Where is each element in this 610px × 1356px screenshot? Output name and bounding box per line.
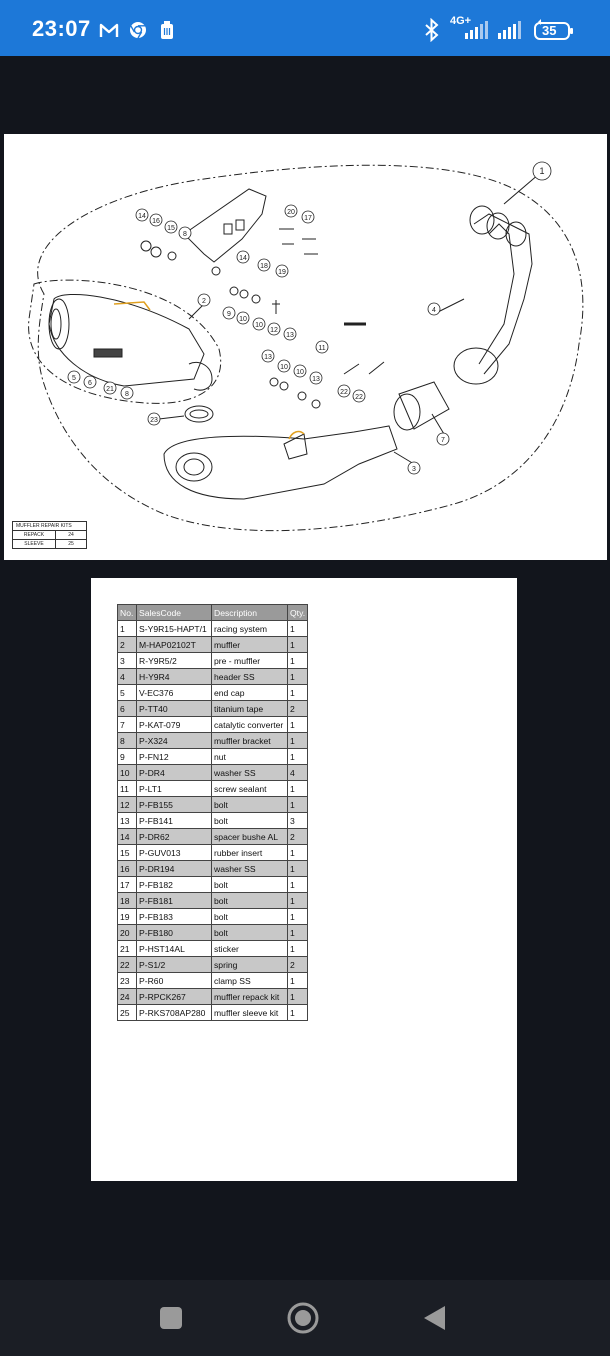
svg-text:7: 7 [441,437,445,444]
cell-no: 17 [118,877,137,893]
cell-salescode: H-Y9R4 [137,669,212,685]
callout-11 [316,341,328,353]
callout-1 [533,162,551,180]
svg-text:22: 22 [355,394,363,401]
repair-kits-title: MUFFLER REPAIR KITS [13,522,87,531]
svg-text:12: 12 [270,327,278,334]
cell-salescode: P-FB180 [137,925,212,941]
cell-qty: 1 [288,989,308,1005]
cell-qty: 1 [288,653,308,669]
cell-salescode: P-FB182 [137,877,212,893]
cell-qty: 1 [288,877,308,893]
cell-no: 10 [118,765,137,781]
svg-text:14: 14 [239,255,247,262]
cell-no: 18 [118,893,137,909]
cell-no: 8 [118,733,137,749]
svg-text:3: 3 [412,466,416,473]
cell-no: 15 [118,845,137,861]
cell-salescode: V-EC376 [137,685,212,701]
table-row [118,797,308,813]
back-button[interactable] [415,1298,455,1338]
cell-description: bolt [212,909,288,925]
cell-qty: 1 [288,893,308,909]
svg-text:8: 8 [183,231,187,238]
network-type-label: 4G+ [450,15,472,27]
cell-description: bolt [212,877,288,893]
svg-text:4: 4 [432,307,436,314]
cell-salescode: P-DR62 [137,829,212,845]
repair-kit-number: 24 [56,531,87,540]
home-icon [283,1298,323,1338]
cell-qty: 1 [288,1005,308,1021]
cell-salescode: P-LT1 [137,781,212,797]
table-row [118,893,308,909]
callout-14a [136,209,148,221]
cell-salescode: P-RKS708AP280 [137,1005,212,1021]
cell-description: titanium tape [212,701,288,717]
table-row [118,765,308,781]
table-row [118,941,308,957]
cell-qty: 1 [288,861,308,877]
cell-qty: 1 [288,621,308,637]
table-row [118,813,308,829]
callout-10a [237,312,249,324]
table-row [118,621,308,637]
svg-text:11: 11 [318,345,326,352]
cell-description: clamp SS [212,973,288,989]
table-row [118,829,308,845]
callout-18 [258,259,270,271]
cell-no: 11 [118,781,137,797]
table-row [118,749,308,765]
cell-description: muffler [212,637,288,653]
status-bar [0,0,610,56]
callout-15 [165,221,177,233]
cell-qty: 1 [288,685,308,701]
cell-description: muffler sleeve kit [212,1005,288,1021]
table-row [118,845,308,861]
cell-no: 24 [118,989,137,1005]
cell-description: bolt [212,797,288,813]
cell-description: racing system [212,621,288,637]
callout-10d [294,365,306,377]
header-qty: Qty. [288,605,308,621]
cell-description: catalytic converter [212,717,288,733]
callout-14b [237,251,249,263]
cell-salescode: P-X324 [137,733,212,749]
cell-qty: 3 [288,813,308,829]
svg-text:23: 23 [150,417,158,424]
cell-qty: 1 [288,797,308,813]
callout-9 [223,307,235,319]
callout-13c [310,372,322,384]
cell-qty: 4 [288,765,308,781]
gmail-icon [99,22,119,38]
cell-salescode: P-FB155 [137,797,212,813]
svg-text:10: 10 [280,364,288,371]
cell-salescode: P-FN12 [137,749,212,765]
parts-table-body [118,621,308,1021]
svg-text:20: 20 [287,209,295,216]
cell-salescode: P-DR4 [137,765,212,781]
svg-text:10: 10 [239,316,247,323]
cell-qty: 1 [288,669,308,685]
signal-icon [451,20,491,40]
table-row [118,653,308,669]
callout-21 [104,382,116,394]
svg-text:9: 9 [227,311,231,318]
svg-text:1: 1 [539,166,545,176]
svg-text:22: 22 [340,389,348,396]
callout-8a [179,227,191,239]
repair-kit-label: SLEEVE [13,540,56,549]
muffler-repair-kits-table [12,521,87,549]
cell-qty: 1 [288,973,308,989]
cell-no: 3 [118,653,137,669]
table-row [118,925,308,941]
cell-description: screw sealant [212,781,288,797]
callout-12 [268,323,280,335]
parts-table [117,604,308,1021]
cell-qty: 1 [288,733,308,749]
recents-icon [151,1298,191,1338]
header-description: Description [212,605,288,621]
cell-salescode: M-HAP02102T [137,637,212,653]
callout-5 [68,371,80,383]
cell-salescode: P-HST14AL [137,941,212,957]
navigation-bar [0,1280,610,1356]
cell-salescode: P-RPCK267 [137,989,212,1005]
exhaust-exploded-diagram [4,134,607,560]
cell-qty: 2 [288,829,308,845]
callout-8b [121,387,133,399]
header-salescode: SalesCode [137,605,212,621]
table-row [118,781,308,797]
cell-description: washer SS [212,861,288,877]
chrome-icon [129,21,147,39]
cell-no: 16 [118,861,137,877]
table-row [118,733,308,749]
cell-no: 4 [118,669,137,685]
cell-no: 12 [118,797,137,813]
cell-salescode: P-FB183 [137,909,212,925]
svg-text:2: 2 [202,298,206,305]
table-row [118,1005,308,1021]
table-row [118,669,308,685]
home-button[interactable] [283,1298,323,1338]
cell-qty: 1 [288,941,308,957]
svg-text:21: 21 [106,386,114,393]
callout-22a [338,385,350,397]
cell-no: 19 [118,909,137,925]
cell-no: 21 [118,941,137,957]
cell-no: 1 [118,621,137,637]
cell-description: sticker [212,941,288,957]
cell-description: washer SS [212,765,288,781]
cell-description: spring [212,957,288,973]
cell-no: 23 [118,973,137,989]
callout-4 [428,303,440,315]
callout-16 [150,214,162,226]
cell-no: 13 [118,813,137,829]
storage-icon [159,20,175,40]
cell-salescode: P-KAT-079 [137,717,212,733]
back-icon [415,1298,455,1338]
callout-10b [253,318,265,330]
cell-salescode: P-DR194 [137,861,212,877]
cell-no: 5 [118,685,137,701]
svg-text:8: 8 [125,391,129,398]
svg-text:18: 18 [260,263,268,270]
cell-description: spacer bushe AL [212,829,288,845]
callout-7 [437,433,449,445]
callout-19 [276,265,288,277]
svg-text:15: 15 [167,225,175,232]
cell-description: bolt [212,925,288,941]
table-row [118,717,308,733]
cell-no: 7 [118,717,137,733]
table-row [118,909,308,925]
repair-kit-label: REPACK [13,531,56,540]
cell-salescode: P-S1/2 [137,957,212,973]
cell-no: 14 [118,829,137,845]
svg-text:14: 14 [138,213,146,220]
cell-description: muffler repack kit [212,989,288,1005]
cell-description: end cap [212,685,288,701]
table-row [118,637,308,653]
callout-20 [285,205,297,217]
cell-qty: 1 [288,717,308,733]
battery-level: 35 [542,23,557,38]
callout-13b [262,350,274,362]
cell-description: muffler bracket [212,733,288,749]
table-row [118,701,308,717]
cell-description: bolt [212,813,288,829]
callout-22b [353,390,365,402]
table-row [118,877,308,893]
table-row [118,973,308,989]
header-no: No. [118,605,137,621]
cell-description: nut [212,749,288,765]
cell-description: header SS [212,669,288,685]
cell-qty: 2 [288,957,308,973]
callout-10c [278,360,290,372]
svg-text:17: 17 [304,215,312,222]
svg-text:13: 13 [286,332,294,339]
cell-no: 2 [118,637,137,653]
svg-text:10: 10 [296,369,304,376]
repair-kit-number: 25 [56,540,87,549]
table-row [118,957,308,973]
svg-text:13: 13 [264,354,272,361]
cell-salescode: S-Y9R15-HAPT/1 [137,621,212,637]
cell-salescode: R-Y9R5/2 [137,653,212,669]
svg-text:19: 19 [278,269,286,276]
callout-6 [84,376,96,388]
svg-text:10: 10 [255,322,263,329]
signal-icon-2 [496,20,526,40]
callout-17 [302,211,314,223]
cell-qty: 1 [288,845,308,861]
cell-salescode: P-GUV013 [137,845,212,861]
callout-13a [284,328,296,340]
cell-salescode: P-TT40 [137,701,212,717]
cell-qty: 1 [288,749,308,765]
cell-qty: 1 [288,637,308,653]
parts-list-page[interactable] [91,578,517,1181]
cell-description: bolt [212,893,288,909]
svg-text:5: 5 [72,375,76,382]
parts-table-header [118,605,308,621]
cell-qty: 2 [288,701,308,717]
callout-2 [198,294,210,306]
cell-qty: 1 [288,909,308,925]
cell-no: 22 [118,957,137,973]
cell-qty: 1 [288,781,308,797]
table-row [118,685,308,701]
table-row [118,861,308,877]
bluetooth-icon [422,18,442,42]
cell-salescode: P-FB181 [137,893,212,909]
cell-no: 6 [118,701,137,717]
cell-qty: 1 [288,925,308,941]
cell-description: rubber insert [212,845,288,861]
exploded-diagram-page[interactable] [4,134,607,560]
svg-text:13: 13 [312,376,320,383]
recents-button[interactable] [151,1298,191,1338]
svg-text:16: 16 [152,218,160,225]
cell-salescode: P-R60 [137,973,212,989]
status-clock: 23:07 [32,16,91,41]
cell-description: pre - muffler [212,653,288,669]
table-row [118,989,308,1005]
callout-23 [148,413,160,425]
cell-no: 25 [118,1005,137,1021]
svg-text:6: 6 [88,380,92,387]
cell-no: 9 [118,749,137,765]
callout-3 [408,462,420,474]
cell-salescode: P-FB141 [137,813,212,829]
cell-no: 20 [118,925,137,941]
